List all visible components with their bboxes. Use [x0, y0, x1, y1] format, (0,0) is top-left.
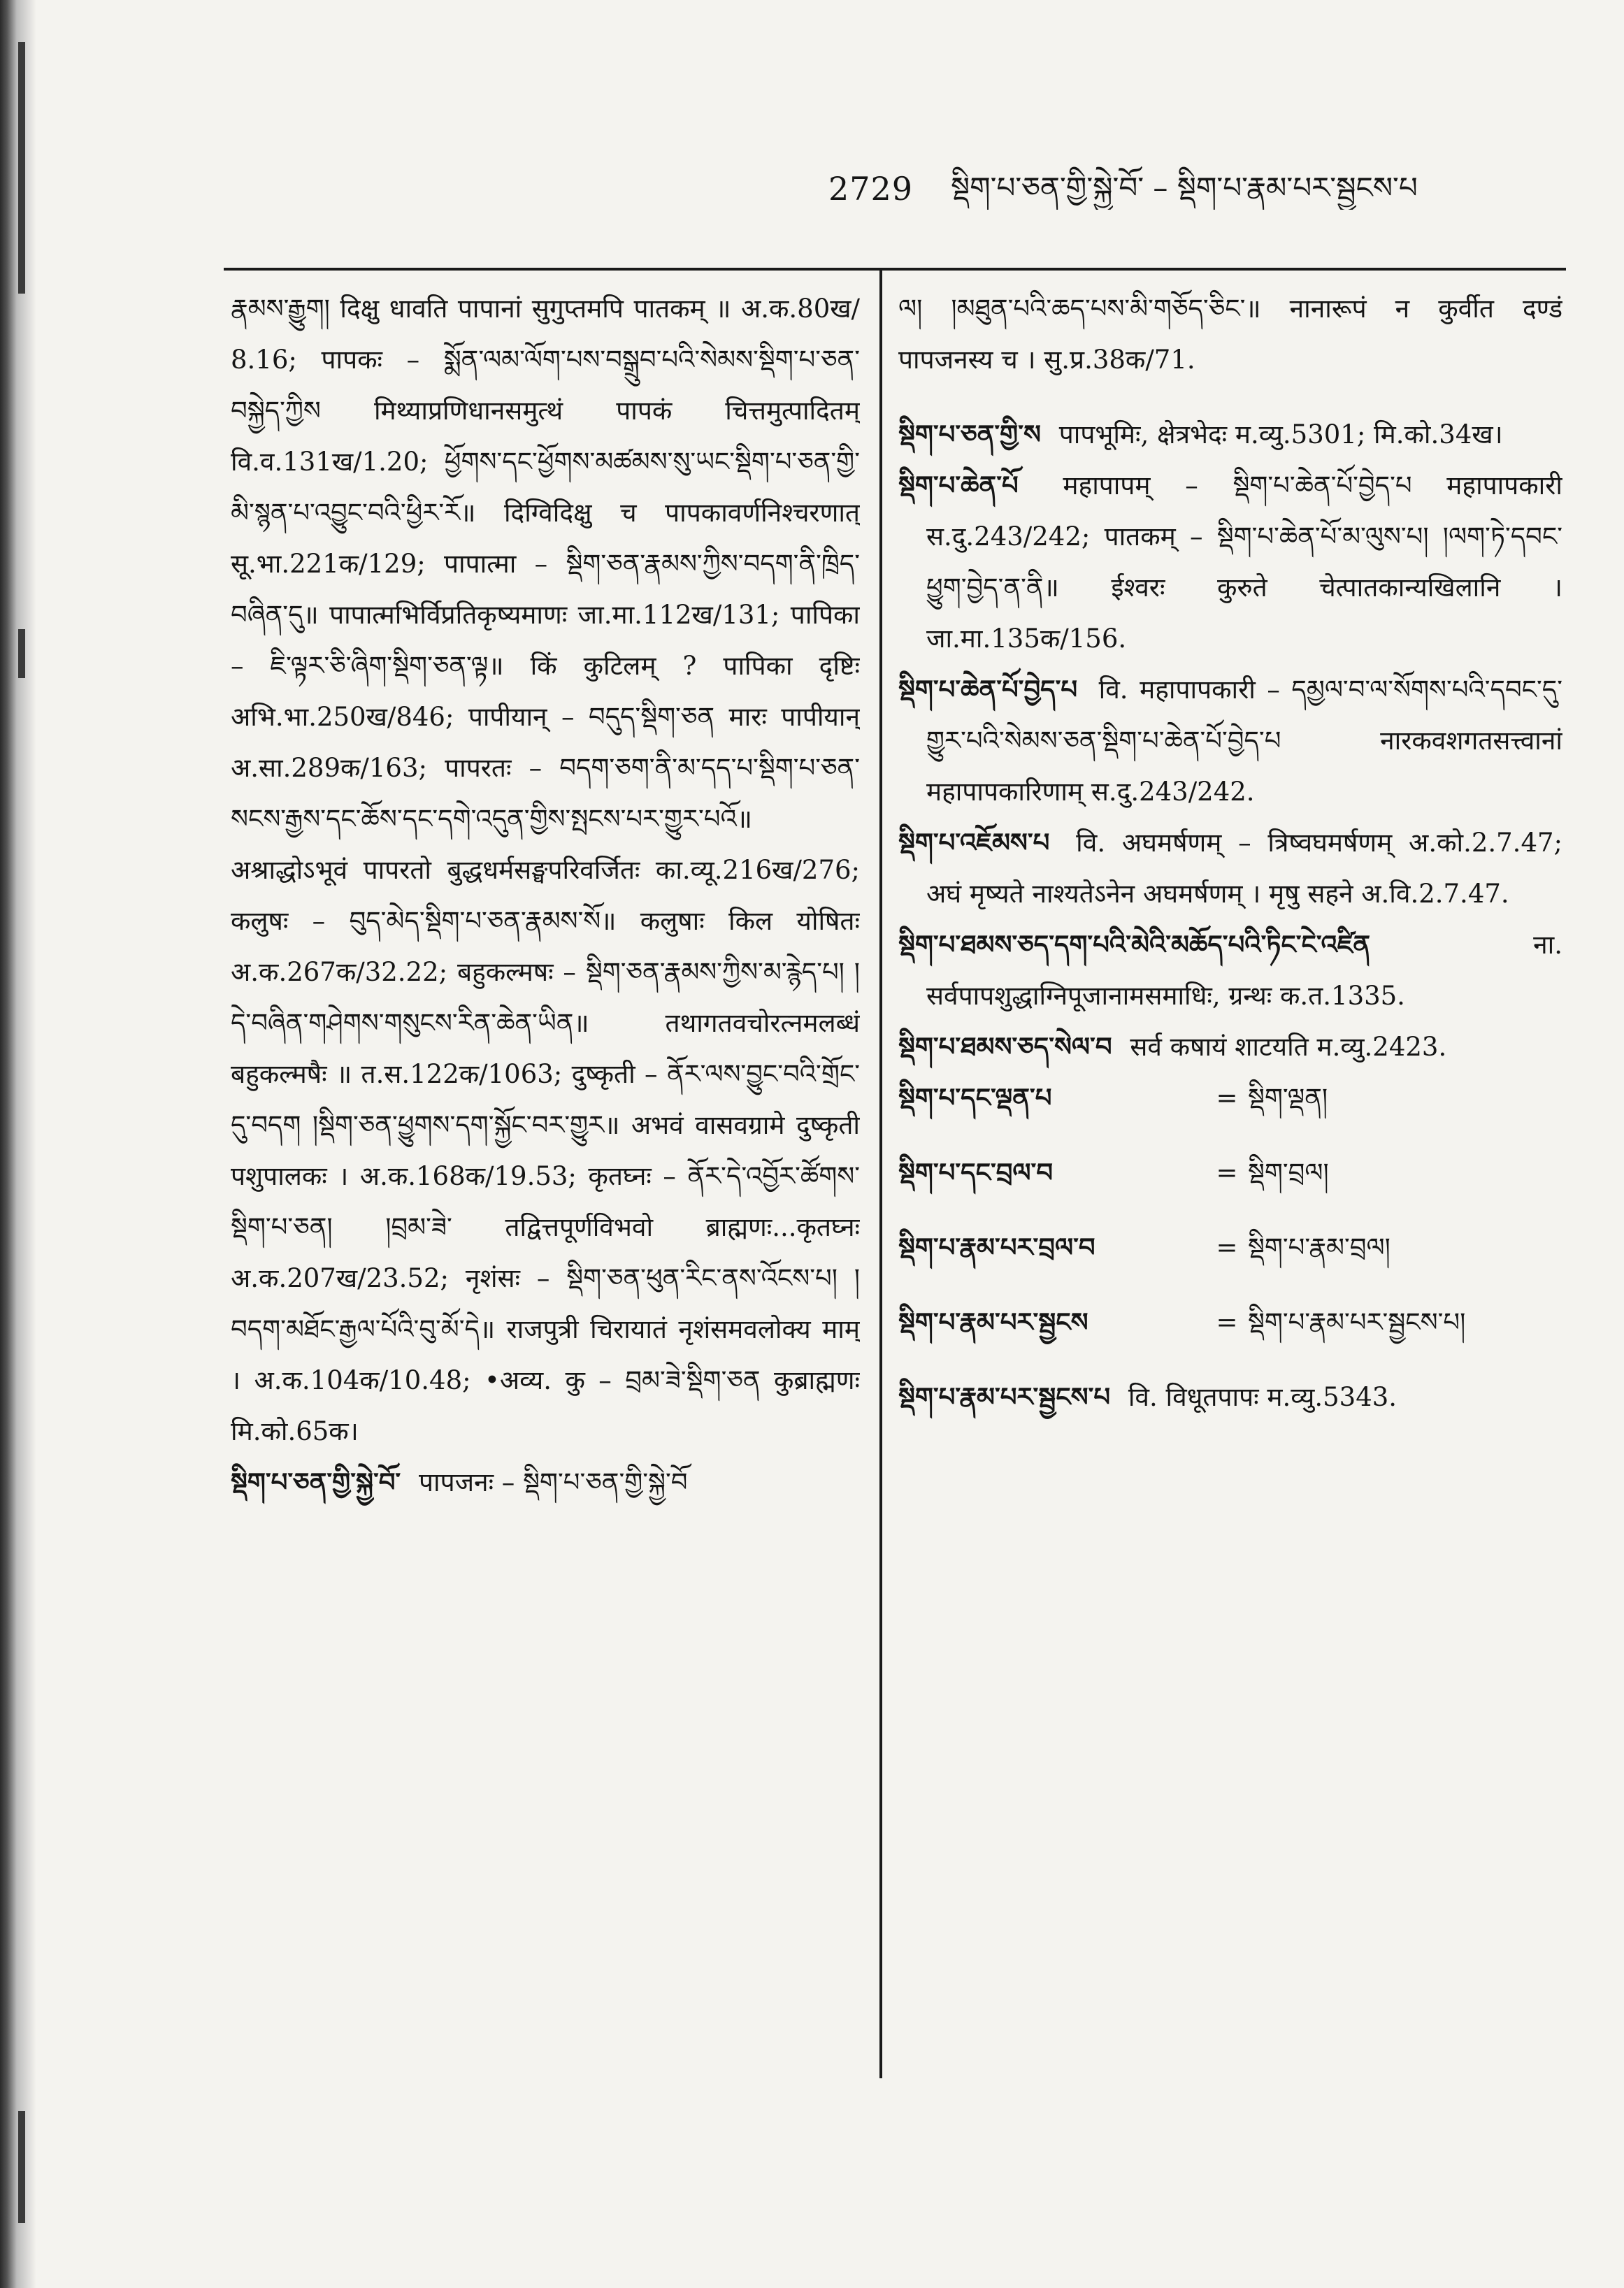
entry-headword: སྡིག་པ་ཐམས་ཅད་དག་པའི་མེའི་མཆོད་པའི་ཏིང་ངེ་འཛིན — [898, 929, 1371, 960]
dictionary-entry — [898, 409, 1562, 460]
dictionary-entry — [898, 1372, 1562, 1423]
column-divider — [879, 268, 882, 2078]
binding-mark — [18, 42, 25, 294]
xref-source: སྡིག་པ་དང་ལྡན་པ — [898, 1082, 1052, 1113]
cross-reference — [898, 1147, 1562, 1198]
scan-binding-edge — [0, 0, 36, 2288]
entry-headword: སྡིག་པ་ཐམས་ཅད་སེལ་བ — [898, 1031, 1112, 1062]
entry-headword: སྡིག་པ་འཇོམས་པ — [898, 827, 1050, 858]
left-column — [231, 283, 860, 2073]
entry-body: पापजनः – སྡིག་པ་ཅན་གྱི་སྐྱེ་བོ — [418, 1467, 688, 1497]
entry-body: वि. अघमर्षणम् – त्रिष्वघमर्षणम् अ.को.2.7.47; अघं मृष्यते नाश्यतेऽनेन अघमर्षणम् । मृषु सहने अ.वि.2.7.47. — [926, 828, 1562, 909]
xref-target: སྡིག་ལྡན། — [1248, 1083, 1328, 1113]
binding-mark — [18, 2111, 25, 2223]
dictionary-entry — [898, 460, 1562, 664]
right-column — [898, 283, 1562, 2073]
binding-mark — [18, 629, 25, 678]
xref-source: སྡིག་པ་རྣམ་པར་སྦྱངས — [898, 1307, 1088, 1337]
entry-body: ना. सर्वपापशुद्धाग्निपूजानामसमाधिः, ग्रन्थः क.त.1335. — [926, 930, 1562, 1011]
dictionary-entry — [898, 817, 1562, 919]
xref-target: སྡིག་པ་རྣམ་བྲལ། — [1248, 1232, 1391, 1262]
dictionary-entry — [898, 1021, 1562, 1072]
entry-headword: སྡིག་པ་ཆེན་པོ་བྱེད་པ — [898, 674, 1078, 705]
xref-target: སྡིག་བྲལ། — [1248, 1158, 1329, 1188]
entry-body: सर्व कषायं शाटयति म.व्यु.2423. — [1130, 1032, 1447, 1062]
xref-equals: = — [1216, 1158, 1238, 1188]
xref-target: སྡིག་པ་རྣམ་པར་སྦྱངས་པ། — [1248, 1307, 1466, 1337]
cross-reference — [898, 1297, 1562, 1348]
entry-continuation: ལ། །མཐུན་པའི་ཆད་པས་མི་གཅོད་ཅིང་॥ नानारूपं न कुर्वीत दण्डं पापजनस्य च । सु.प्र.38क/71. — [898, 294, 1562, 375]
entry-headword: སྡིག་པ་ཅན་གྱི་ས — [898, 419, 1041, 449]
entry-body: महापापम् – སྡིག་པ་ཆེན་པོ་བྱེད་པ महापापकारी स.दु.243/242; पातकम् – སྡིག་པ་ཆེན་པོ་མ་ལུས་པ། །ལག་ཏེ་དབང་ཕྱུག་བྱེད་ན་ནི॥ ईश्वरः कुरुते चेत्पातकान्यखिलानि । जा.मा.135क/156. — [926, 470, 1562, 654]
entry-body: वि. महापापकारी – དམྱལ་བ་ལ་སོགས་པའི་དབང་དུ་གྱུར་པའི་སེམས་ཅན་སྡིག་པ་ཆེན་པོ་བྱེད་པ नारकवशगतसत्त्वानां महापापकारिणाम् स.दु.243/242. — [926, 675, 1562, 807]
dictionary-entry — [898, 919, 1562, 1021]
entry-continuation: རྣམས་རྒྱུག། दिक्षु धावति पापानां सुगुप्तमपि पातकम् ॥ अ.क.80ख/ 8.16; पापकः – སྨོན་ལམ་ལོག་པས་བསྒྲུབ་པའི་སེམས་སྡིག་པ་ཅན་བསྐྱེད་ཀྱིས मिथ्याप्रणिधानसमुत्थं पापकं चित्तमुत्पादितम् वि.व.131ख/1.20; ཕྱོགས་དང་ཕྱོགས་མཚམས་སུ་ཡང་སྡིག་པ་ཅན་གྱི་མི་སྙན་པ་འབྱུང་བའི་ཕྱིར་རོ॥ दिग्विदिक्षु च पापकावर्णनिश्चरणात् सू.भा.221क/129; पापात्मा – སྡིག་ཅན་རྣམས་ཀྱིས་བདག་ནི་ཁྲིད་བཞིན་དུ॥ पापात्मभिर्विप्रतिकृष्यमाणः जा.मा.112ख/131; पापिका – ཇི་ལྟར་ཅི་ཞིག་སྡིག་ཅན་ལྟ॥ किं कुटिलम् ? पापिका दृष्टिः अभि.भा.250ख/846; पापीयान् – བདུད་སྡིག་ཅན मारः पापीयान् अ.सा.289क/163; पापरतः – བདག་ཅག་ནི་མ་དད་པ་སྡིག་པ་ཅན་སངས་རྒྱས་དང་ཆོས་དང་དགེ་འདུན་གྱིས་སྤངས་པར་གྱུར་པའོ॥ अश्राद्धोऽभूवं पापरतो बुद्धधर्मसङ्घपरिवर्जितः का.व्यू.216ख/276; कलुषः – བུད་མེད་སྡིག་པ་ཅན་རྣམས་སོ॥ कलुषाः किल योषितः अ.क.267क/32.22; बहुकल्मषः – སྡིག་ཅན་རྣམས་ཀྱིས་མ་རྙེད་པ། །དེ་བཞིན་གཤེགས་གསུངས་རིན་ཆེན་ཡིན॥ तथागतवचोरत्नमलब्धं बहुकल्मषैः ॥ त.स.122क/1063; दुष्कृती – ནོར་ལས་བྱུང་བའི་གྲོང་དུ་བདག །སྡིག་ཅན་ཕྱུགས་དག་སྐྱོང་བར་གྱུར॥ अभवं वासवग्रामे दुष्कृती पशुपालकः । अ.क.168क/19.53; कृतघ्नः – ནོར་དེ་འབྱོར་ཚོགས་སྡིག་པ་ཅན། །བྲམ་ཟེ་ तद्वित्तपूर्णविभवो ब्राह्मणः...कृतघ्नः अ.क.207ख/23.52; नृशंसः – སྡིག་ཅན་ཕུན་རིང་ནས་འོངས་པ། །བདག་མཐོང་རྒྱལ་པོའི་བུ་མོ་དེ॥ राजपुत्री चिरायातं नृशंसमवलोक्य माम् । अ.क.104क/10.48; •अव्य. कु – བྲམ་ཟེ་སྡིག་ཅན कुब्राह्मणः मि.को.65क। — [231, 294, 860, 1446]
xref-source: སྡིག་པ་དང་བྲལ་བ — [898, 1157, 1054, 1188]
xref-equals: = — [1216, 1083, 1238, 1113]
cross-reference — [898, 1222, 1562, 1273]
xref-equals: = — [1216, 1232, 1238, 1262]
xref-source: སྡིག་པ་རྣམ་པར་བྲལ་བ — [898, 1232, 1095, 1262]
cross-reference — [898, 1072, 1562, 1123]
xref-equals: = — [1216, 1307, 1238, 1337]
header-rule — [224, 268, 1566, 271]
entry-headword: སྡིག་པ་ཆེན་པོ — [898, 470, 1019, 501]
dictionary-entry — [231, 1457, 860, 1508]
entry-headword: སྡིག་པ་ཅན་གྱི་སྐྱེ་བོ་ — [231, 1467, 401, 1497]
running-head: སྡིག་པ་ཅན་གྱི་སྐྱེ་བོ་ – སྡིག་པ་རྣམ་པར་སྦྱངས་པ — [951, 171, 1418, 205]
entry-body: पापभूमिः, क्षेत्रभेदः म.व्यु.5301; मि.को.34ख। — [1058, 419, 1503, 449]
entry-body: वि. विधूतपापः म.व्यु.5343. — [1128, 1382, 1397, 1412]
dictionary-entry — [898, 664, 1562, 817]
page-number: 2729 — [828, 170, 914, 208]
entry-headword: སྡིག་པ་རྣམ་པར་སྦྱངས་པ — [898, 1381, 1111, 1412]
